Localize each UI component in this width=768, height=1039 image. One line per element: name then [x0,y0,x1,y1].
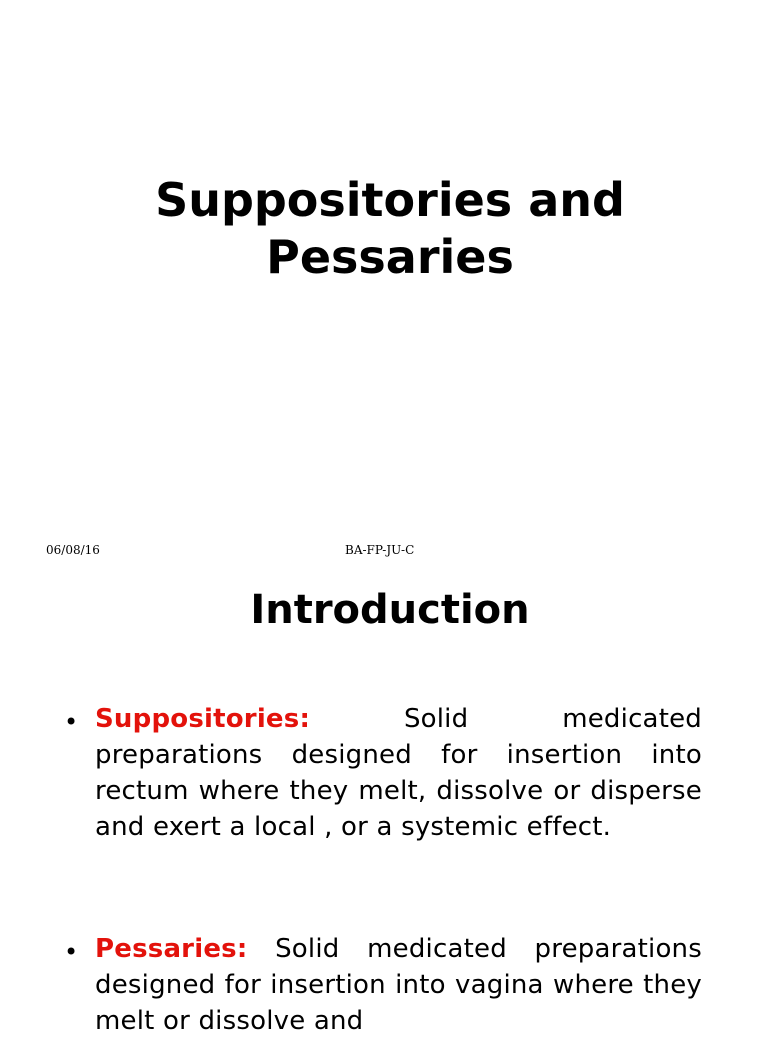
term-pessaries: Pessaries: [95,934,248,964]
page-title [0,172,768,286]
bullet-icon: • [64,708,79,736]
title-line-2: Pessaries [266,230,514,284]
definition-pessaries: Solid medicated preparations designed for insertion into vagina where they melt or dissolve and [95,934,702,1036]
footer-date: 06/08/16 [46,543,100,557]
definition-suppositories: Solid medicated preparations designed for insertion into rectum where they melt, dissolve or disperse and exert a local , or a systemic effect. [95,704,702,842]
footer-center-text: BA-FP-JU-C [345,543,415,557]
list-item-pessaries [95,931,702,1039]
term-suppositories: Suppositories: [95,704,311,734]
slide-heading-introduction: Introduction [250,587,530,633]
title-line-1: Suppositories and [155,173,625,227]
list-item-suppositories [95,701,702,845]
bullet-icon: • [64,938,79,966]
